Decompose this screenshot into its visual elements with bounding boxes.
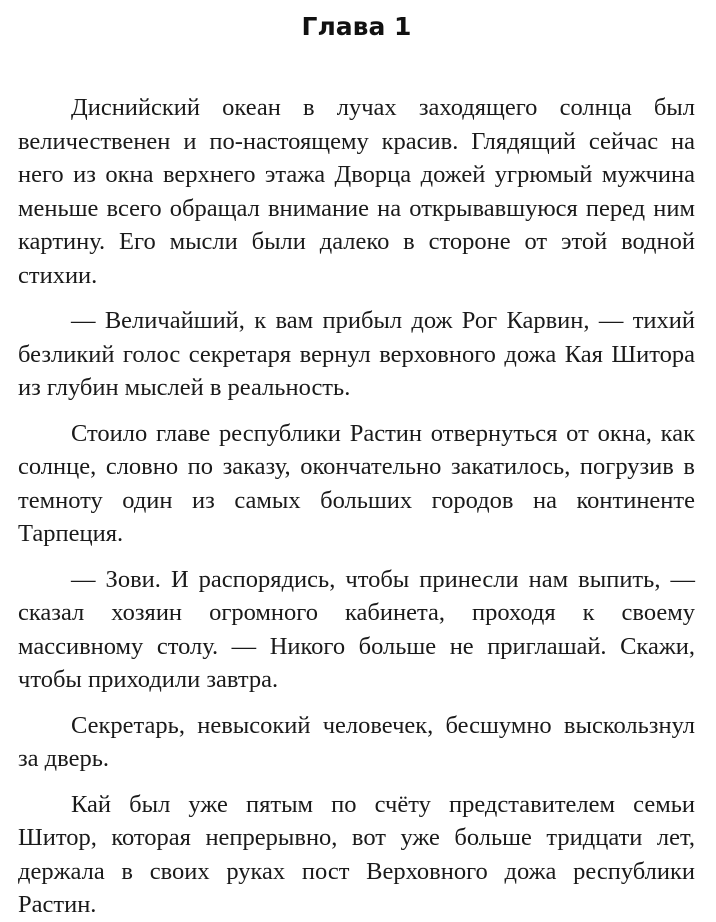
paragraph: — Зови. И распорядись, чтобы принесли нам выпить, — сказал хозяин огромного кабинета, проходя к своему массивному столу. — Никого больше не приглашай. Скажи, чтобы приходили завтра. (18, 565, 695, 693)
paragraph: Диснийский океан в лучах заходящего солнца был величественен и по-настоящему красив. Глядящий сейчас на него из окна верхнего этажа Дворца дожей угрюмый мужчина меньше всего обращал внимание на открывавшуюся перед ним картину. Его мысли были далеко в стороне от этой водной стихии. (18, 94, 695, 289)
paragraph: Стоило главе республики Растин отвернуться от окна, как солнце, словно по заказу, окончательно закатилось, погрузив в темноту один из самых больших городов на континенте Тарпеция. (18, 419, 695, 547)
chapter-body (18, 91, 695, 922)
chapter-title: Глава 1 (301, 12, 412, 41)
paragraph: — Величайший, к вам прибыл дож Рог Карвин, — тихий безликий голос секретаря вернул верховного дожа Кая Шитора из глубин мыслей в реальность. (18, 307, 695, 401)
paragraph: Секретарь, невысокий человечек, бесшумно выскользнул за дверь. (18, 711, 695, 772)
paragraph: Кай был уже пятым по счёту представителем семьи Шитор, которая непрерывно, вот уже больше тридцати лет, держала в своих руках пост Верховного дожа республики Растин. (18, 790, 695, 918)
